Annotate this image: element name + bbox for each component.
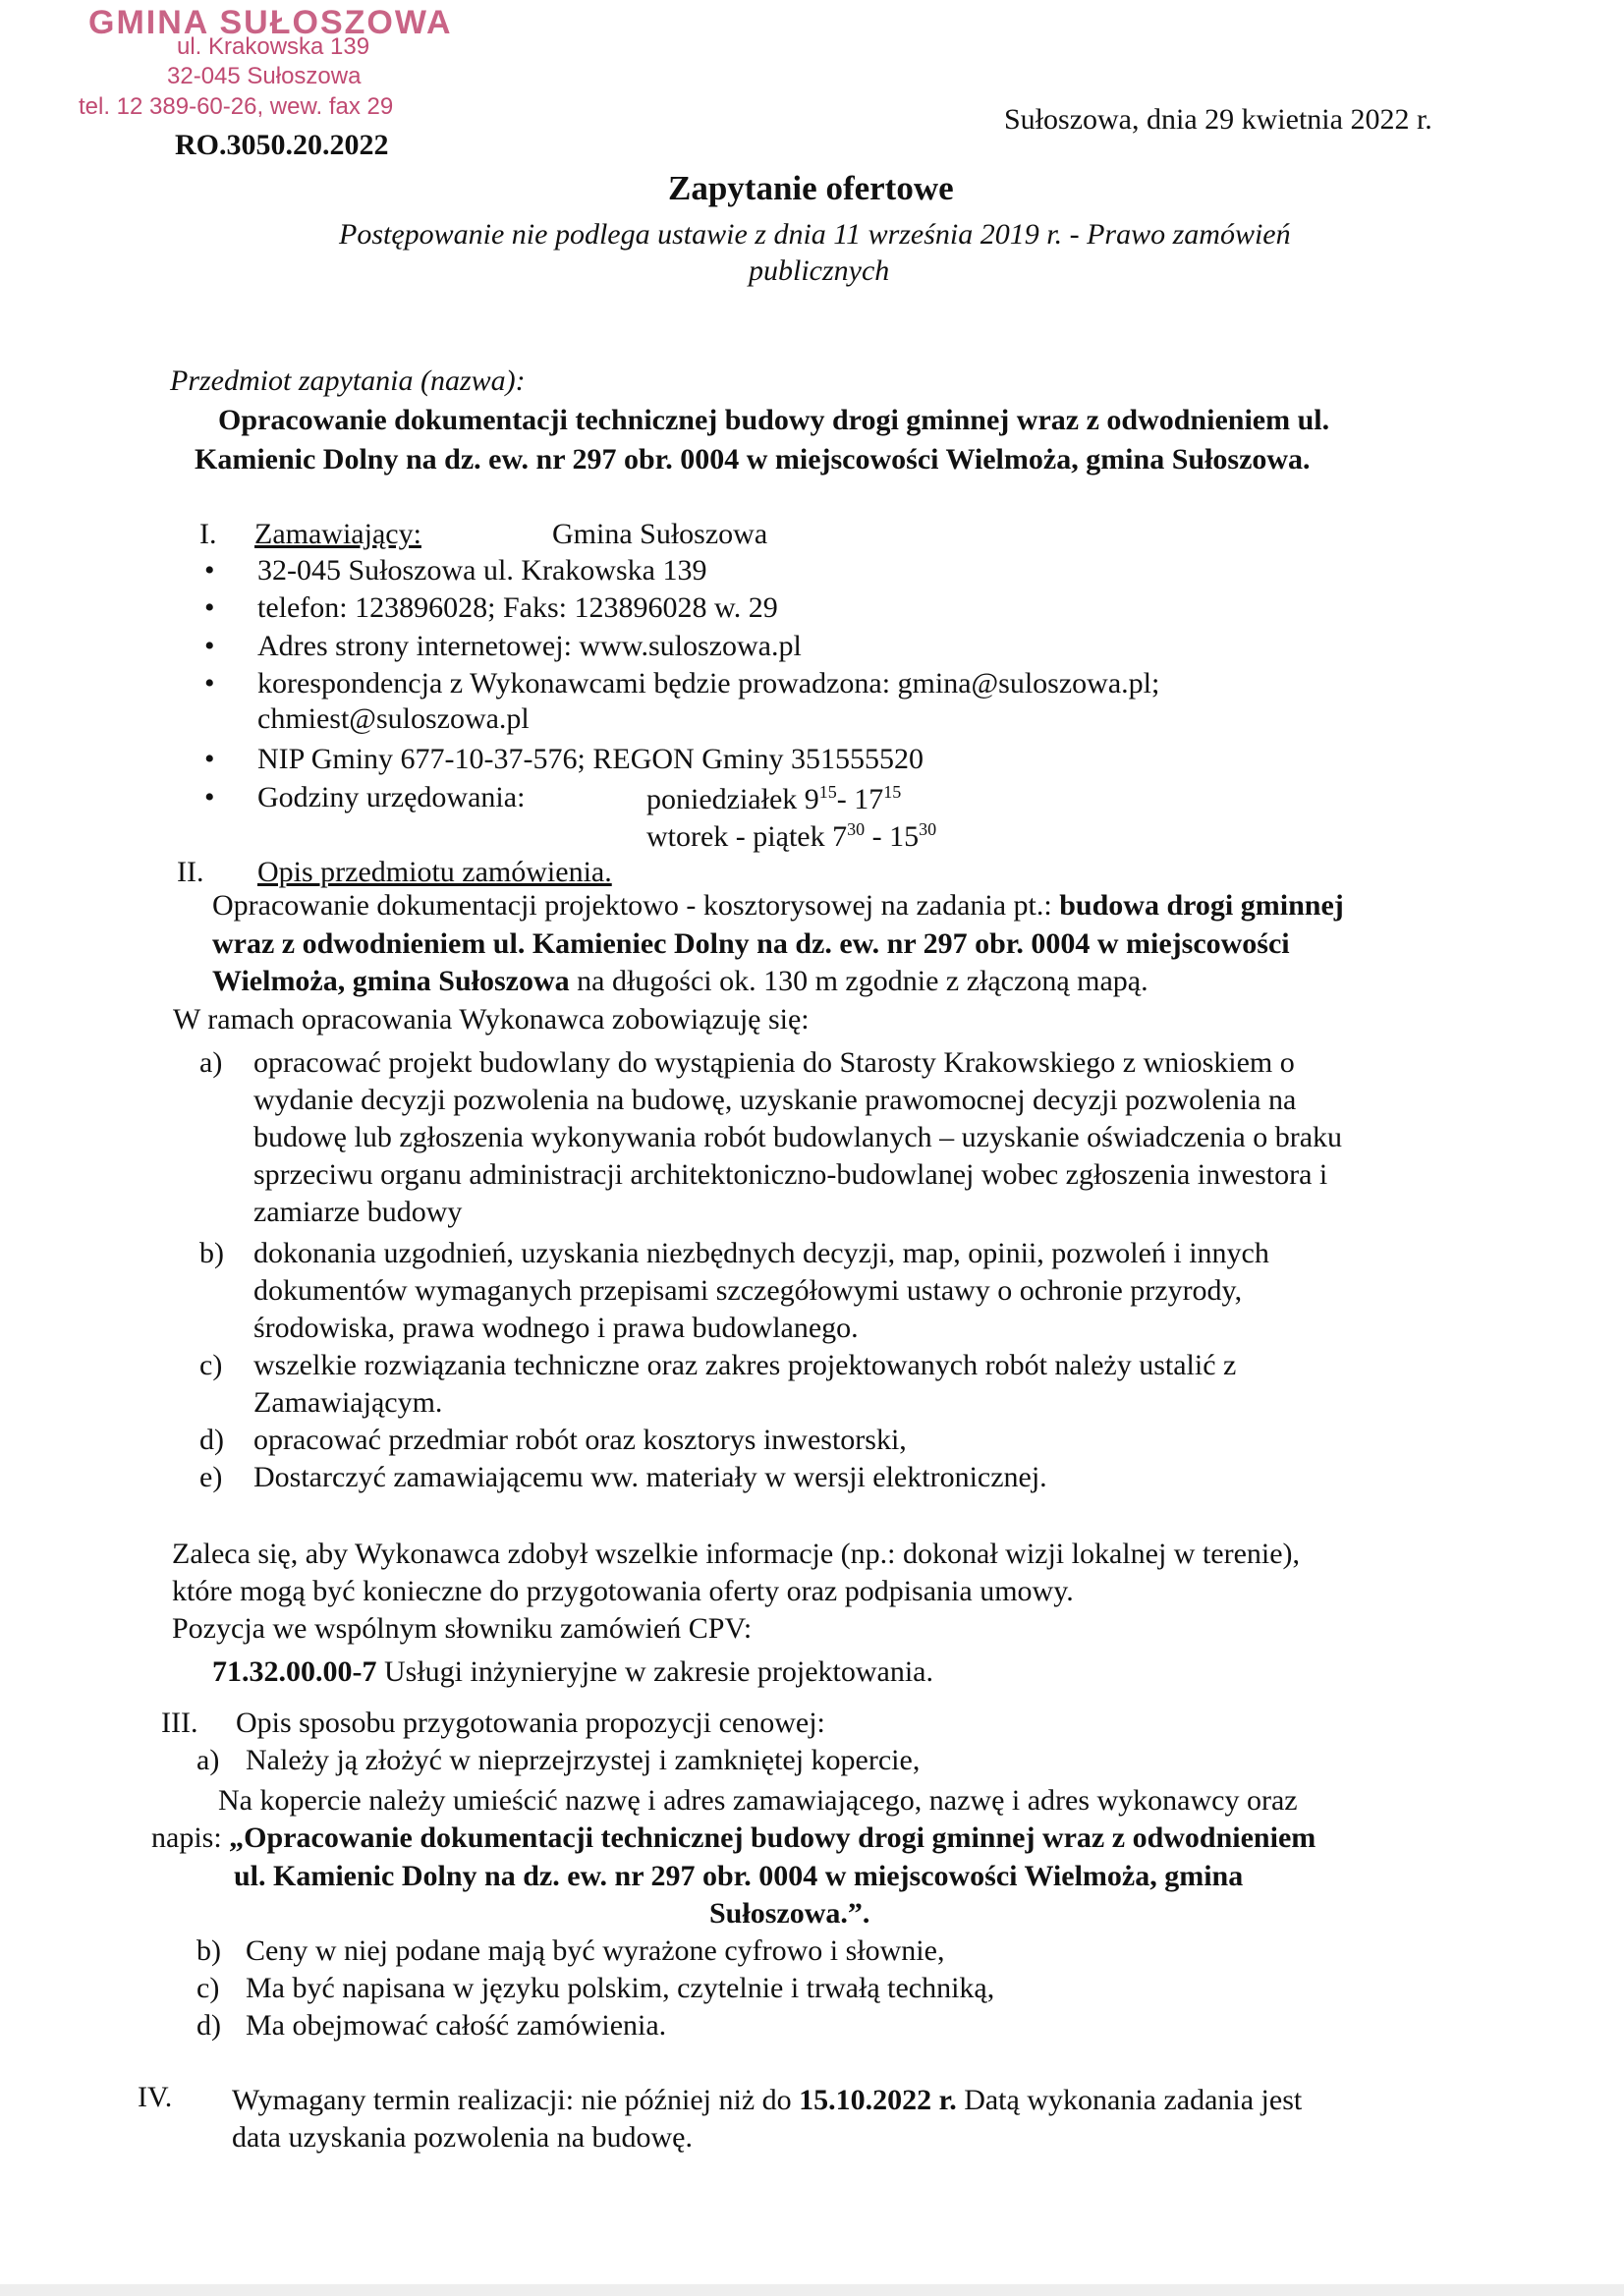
list-item-letter: b) (199, 1237, 224, 1269)
scope-requirement: Ma obejmować całość zamówienia. (246, 2009, 667, 2042)
section-2-paragraph-line-1: Opracowanie dokumentacji projektowo - kosztorysowej na zadania pt.: budowa drogi gminnej (212, 889, 1344, 922)
office-hours-tue-fri: wtorek - piątek $7^{30} - 15^{30}$ (646, 819, 937, 853)
section-1-value: Gmina Sułoszowa (552, 518, 768, 550)
stamp-line-3: 32-045 Sułoszowa (167, 63, 362, 89)
list-item-b-line-1: dokonania uzgodnień, uzyskania niezbędnych decyzji, map, opinii, pozwoleń i innych (253, 1237, 1269, 1269)
envelope-instruction: Należy ją złożyć w nieprzejrzystej i zamkniętej kopercie, (246, 1744, 921, 1776)
section-2-heading: Opis przedmiotu zamówienia. (257, 856, 612, 888)
contact-email-2: chmiest@suloszowa.pl (257, 702, 530, 735)
office-hours-label: Godziny urzędowania: (257, 781, 526, 813)
bullet-icon: • (204, 591, 215, 624)
list-item-letter: c) (196, 1972, 220, 2004)
price-format-requirement: Ceny w niej podane mają być wyrażone cyfrowo i słownie, (246, 1934, 945, 1967)
list-item-a-line-4: sprzeciwu organu administracji architektoniczno-budowlanej wobec zgłoszenia inwestora i (253, 1158, 1328, 1191)
list-item-c-line-1: wszelkie rozwiązania techniczne oraz zakres projektowanych robót należy ustalić z (253, 1349, 1237, 1381)
bullet-icon: • (204, 630, 215, 662)
subject-label: Przedmiot zapytania (nazwa): (170, 364, 526, 397)
bullet-icon: • (204, 743, 215, 775)
document-subtitle-1: Postępowanie nie podlega ustawie z dnia 11 września 2019 r. - Prawo zamówień (339, 218, 1291, 251)
stamp-line-1: GMINA SUŁOSZOWA (88, 4, 453, 41)
contact-phone: telefon: 123896028; Faks: 123896028 w. 29 (257, 591, 778, 624)
envelope-content-line-4: Sułoszowa.”. (709, 1897, 870, 1930)
subject-line-2: Kamienic Dolny na dz. ew. nr 297 obr. 0004 w miejscowości Wielmoża, gmina Sułoszowa. (195, 443, 1311, 476)
reference-number: RO.3050.20.2022 (175, 129, 389, 161)
section-3-heading: Opis sposobu przygotowania propozycji cenowej: (236, 1707, 825, 1739)
language-requirement: Ma być napisana w języku polskim, czytelnie i trwałą techniką, (246, 1972, 995, 2004)
list-item-letter: a) (199, 1046, 223, 1079)
bullet-icon: • (204, 554, 215, 587)
stamp-line-4: tel. 12 389-60-26, wew. fax 29 (79, 93, 394, 120)
list-item-a-line-5: zamiarze budowy (253, 1196, 463, 1228)
contact-address: 32-045 Sułoszowa ul. Krakowska 139 (257, 554, 707, 587)
section-2-paragraph-line-3: Wielmoża, gmina Sułoszowa na długości ok. 130 m zgodnie z złączoną mapą. (212, 965, 1148, 997)
list-item-letter: d) (199, 1424, 224, 1456)
list-item-letter: e) (199, 1461, 223, 1493)
list-item-a-line-3: budowę lub zgłoszenia wykonywania robót budowlanych – uzyskanie oświadczenia o braku (253, 1121, 1343, 1153)
list-item-letter: b) (196, 1934, 221, 1967)
section-2-obligations-intro: W ramach opracowania Wykonawca zobowiązuję się: (173, 1003, 810, 1036)
list-item-e-line-1: Dostarczyć zamawiającemu ww. materiały w wersji elektronicznej. (253, 1461, 1047, 1493)
list-item-letter: a) (196, 1744, 220, 1776)
subject-line-1: Opracowanie dokumentacji technicznej budowy drogi gminnej wraz z odwodnieniem ul. (218, 404, 1330, 436)
stamp-line-2: ul. Krakowska 139 (177, 33, 370, 60)
list-item-letter: d) (196, 2009, 221, 2042)
contact-nip-regon: NIP Gminy 677-10-37-576; REGON Gminy 351555520 (257, 743, 924, 775)
list-item-b-line-3: środowiska, prawa wodnego i prawa budowlanego. (253, 1312, 859, 1344)
office-stamp (59, 0, 472, 128)
section-1-heading: Zamawiający: (254, 518, 421, 550)
section-3-number: III. (161, 1707, 198, 1739)
envelope-content-line-3: ul. Kamienic Dolny na dz. ew. nr 297 obr. 0004 w miejscowości Wielmoża, gmina (234, 1860, 1244, 1892)
bullet-icon: • (204, 781, 215, 813)
document-subtitle-2: publicznych (749, 254, 890, 287)
section-2-paragraph-line-2: wraz z odwodnieniem ul. Kamieniec Dolny na dz. ew. nr 297 obr. 0004 w miejscowości (212, 927, 1290, 960)
place-date: Sułoszowa, dnia 29 kwietnia 2022 r. (1004, 103, 1432, 136)
cpv-intro: Pozycja we wspólnym słowniku zamówień CPV: (172, 1612, 753, 1645)
envelope-content-line-1: Na kopercie należy umieścić nazwę i adres zamawiającego, nazwę i adres wykonawcy oraz (218, 1784, 1298, 1817)
deadline-line-1: Wymagany termin realizacji: nie później niż do 15.10.2022 r. Datą wykonania zadania jest (232, 2084, 1303, 2116)
document-title: Zapytanie ofertowe (668, 169, 954, 207)
bullet-icon: • (204, 667, 215, 700)
recommendation-line-2: które mogą być konieczne do przygotowania oferty oraz podpisania umowy. (172, 1575, 1074, 1607)
scan-bottom-edge (0, 2284, 1624, 2296)
list-item-d-line-1: opracować przedmiar robót oraz kosztorys inwestorski, (253, 1424, 907, 1456)
list-item-a-line-1: opracować projekt budowlany do wystąpienia do Starosty Krakowskiego z wnioskiem o (253, 1046, 1295, 1079)
office-hours-monday: poniedziałek $9^{15}-$ $17^{15}$ (646, 782, 902, 815)
list-item-b-line-2: dokumentów wymaganych przepisami szczegółowymi ustawy o ochronie przyrody, (253, 1274, 1243, 1307)
section-4-number: IV. (138, 2081, 173, 2113)
cpv-entry: 71.32.00.00-7 Usługi inżynieryjne w zakresie projektowania. (212, 1655, 933, 1688)
section-2-number: II. (177, 856, 204, 888)
list-item-a-line-2: wydanie decyzji pozwolenia na budowę, uzyskanie prawomocnej decyzji pozwolenia na (253, 1084, 1297, 1116)
list-item-c-line-2: Zamawiającym. (253, 1386, 443, 1419)
list-item-letter: c) (199, 1349, 223, 1381)
deadline-line-2: data uzyskania pozwolenia na budowę. (232, 2121, 693, 2154)
section-1-number: I. (199, 518, 217, 550)
contact-website: Adres strony internetowej: www.suloszowa.pl (257, 630, 802, 662)
recommendation-line-1: Zaleca się, aby Wykonawca zdobył wszelkie informacje (np.: dokonał wizji lokalnej w terenie), (172, 1538, 1301, 1570)
contact-email-1: korespondencja z Wykonawcami będzie prowadzona: gmina@suloszowa.pl; (257, 667, 1160, 700)
envelope-content-line-2: napis: „Opracowanie dokumentacji technicznej budowy drogi gminnej wraz z odwodnieniem (151, 1821, 1316, 1854)
